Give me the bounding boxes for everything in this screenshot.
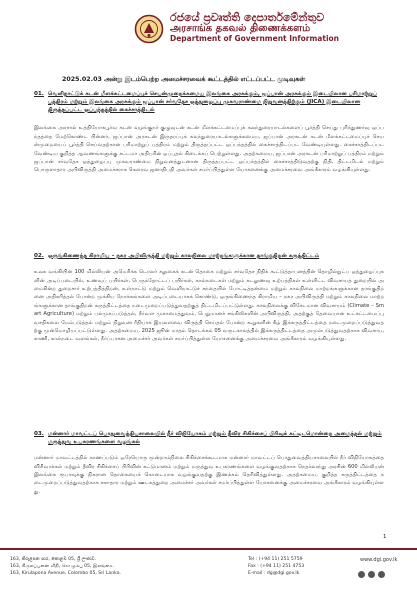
org-name-sinhala: රජයේ ප්‍රවෘත්ති දෙපාර්තමේන්තුව (170, 11, 325, 24)
section-3-heading (34, 430, 384, 446)
address-sinhala: 163, කිරුළපන පාර, කොළඹ 05, ශ්‍රී ලංකාව. (10, 557, 97, 562)
section-2-heading (34, 252, 384, 260)
org-name-english: Department of Government Information (170, 34, 340, 44)
section-2-title: ஒருங்கிணைந்த கிராமிய – நகர அபிவிருத்தி மற்றும் காலநிலை மாற்றங்களுக்கான தாங்குதிறன் கருத்திட்டம் (48, 253, 320, 259)
section-3 (34, 430, 384, 496)
phone-number: Tel : (+94 11) 251 5759 (248, 557, 303, 562)
page-header (0, 0, 417, 64)
facebook-icon[interactable] (358, 571, 365, 578)
youtube-icon[interactable] (378, 571, 385, 578)
organization-name (170, 12, 339, 43)
section-1-heading (34, 90, 384, 114)
section-3-paragraph: மன்னார் மாவட்டத்தில் காணப்படும் ஒரேயொரு மூன்றாம்நிலை சிகிச்சைக்கூடமாக மன்னார் மாவட்டப் பொதுவைத்தியசாலையில் நீர் விநியோகத்தை விரிவாக்கல் மற்றும் தீவிர சிகிச்சைப் பிரிவின் கட்டுமானம் மற்றும் மருத்துவ உபகரணங்களை வழங்குவதற்காக நெதர்லாந்து அரசின் 600 மில்லியன் இலங்கை ரூபாவுக்கு நிகரான தொகையைக் கொடையாக வழங்குவதற்கு இணக்கம் தெரிவித்துள்ளது. அதற்கமைய, குறித்த கருத்திட்டத்தை நடைமுறைப்படுத்துவதற்காக சுகாதார மற்றும் ஊடகத்துறை அமைச்சர் அவர்கள் சமர்ப்பித்துள்ள யோசனைக்கு அமைச்சரவை அங்கீகாரம் வழங்கியுள்ளது. (34, 455, 384, 495)
section-1-paragraph: இலங்கை அரசால் உத்தியோகபூர்வ கடன் வழங்குநர் குழுவுடன் கடன் மீளக்கட்டமைப்புக் கலந்துரையாடல்களைப் பூர்த்தி செய்து புரிந்துணர்வு ஒப்பந்தத்தை மேற்கொண்ட பின்னர், ஜப்பான் அரசுடன் இருதரப்புக் கலந்துரையாடல்களுக்கமைய, ஜப்பான் அரசுடன் கடன் மீளக்கட்டமைப்புச் செயன்முறையைப் பூர்த்தி செய்வதற்கான பரிமாற்றுப் பத்திரம் மற்றும் திருத்தப்பட்ட ஒப்பந்தத்தில் கைச்சாத்திடப்பட வேண்டியுள்ளது. கைச்சாத்திடப்பட வேண்டிய குறித்த ஆவணங்களுக்கு சட்டமா அதிபரின் ஒப்புதல் கிடைக்கப் பெற்றுள்ளது. அதற்கமைய, ஜப்பான் அரசுடன் பரிமாற்றுப் பத்திரம் மற்றும் ஜப்பான் சர்வதேச ஒத்துழைப்பு முகவராண்மை நிறுவனத்துடனான திருத்தப்பட்ட ஒப்பந்தத்தில் கைச்சாத்திடுவதற்கு நிதி, திட்டமிடல் மற்றும் பொருளாதார அபிவிருத்தி அமைச்சராக கௌரவ ஜனாதிபதி அவர்கள் சமர்ப்பித்துள்ள யோசனைக்கு அமைச்சரவை அங்கீகாரம் வழங்கியுள்ளது. (34, 125, 384, 174)
twitter-icon[interactable] (368, 571, 375, 578)
email-address[interactable]: E-mail : dg@dgi.gov.lk (248, 571, 300, 577)
footer-address (10, 556, 121, 577)
document-title: 2025.02.03 அன்று இடம்பெற்ற அமைச்சரவைக் கூட்டத்தில் எட்டப்பட்ட முடிவுகள் (62, 76, 305, 83)
org-name-tamil: அரசாங்க தகவல் திணைக்களம் (170, 22, 311, 34)
section-2-number: 02. (34, 253, 44, 259)
section-1-title: வெளிநாட்டுக் கடன் மீளக்கட்டமைப்புச் செயன்முறைக்கமைய இலங்கை அரசுக்கும், ஜப்பான் அரசுக்கும் இடையிலான பரிமாற்றுப் பத்திரம் மற்றும் இலங்கை அரசுக்கும் ஜப்பான் சர்வதேச ஒத்துழைப்பு முகவராண்மை நிறுவனத்திற்கும் (JICA) இடையிலான திருத்தப்பட்ட ஒப்பந்தத்தில் கைச்சாத்திடல் (48, 91, 378, 114)
section-2 (34, 252, 384, 344)
section-2-paragraph: உலக வங்கியின் 100 மில்லியன் அமெரிக்க டொலர் சலுகைக் கடன் தொகை மற்றும் சர்வதேச நிதிக் கூட்டுத்தாபனத்தின் தொழில்நுட்ப ஒத்துழைப்புகளின் அடிப்படையில், உணவுப் பயிர்கள், பெருந்தோட்டப் பயிர்கள், கால்நடைகள் மற்றும் கடலுணவு உற்பத்திகள் உள்ளிட்ட விவசாயத் துறையில் அமைகின்ற துறைசார் உற்பத்தித்திறன், உள்நாட்டு மற்றும் வெளிநாட்டுச் சந்தையில் போட்டித்தன்மை மற்றும் காலநிலை மாற்றங்களுக்கான தாங்குதிறனை அதிகரித்தல் போன்ற முக்கிய நோக்கங்களை அடிப்படையாகக் கொண்டு, ஒருங்கிணைந்த கிராமிய – நகர அபிவிருத்தி மற்றும் காலநிலை மாற்றங்களுக்கான தாங்குதிறன் கருத்திட்டத்தை நடைமுறைப்படுத்துவதற்குத் திட்டமிடப்பட்டுள்ளது. காலநிலைக்கு விசேடமான விவசாயம் (Climate – Smart Agriculture) மற்றும் பல்முகப்படுத்தல், நீர்வள முகாமைத்துவம், பெறுமானச் சங்கிலிகளின் அபிவிருத்தி, அதற்குத் தேவையான உட்கட்டமைப்பு வசதிகளை மேம்படுத்தல் மற்றும் நிறுவன ரீதியாக இயலளவை விருத்தி செய்தல் போன்ற கூறுகளின் கீழ் இக்கருத்திட்டத்தை நடைமுறைப்படுத்துவதற்கு முன்மொழியப்பட்டுள்ளது. அதற்கமைய, 2025 ஜூன் மாதம் தொடக்கம் 05 வருடகாலத்தில் இக்கருத்திட்டத்தை அமுல்படுத்துவதற்காக விவசாய, காணி, கால்நடை வளங்கள், நீர்ப்பாசன அமைச்சர் அவர்கள் சமர்ப்பித்துள்ள யோசனைக்கு அமைச்சரவை அங்கீகாரம் வழங்கியுள்ளது. (34, 269, 384, 343)
social-icons (358, 571, 385, 578)
section-1-number: 01. (34, 91, 44, 97)
address-tamil: 163, கிருலப்பனை வீதி, கொழும்பு 05, இலங்கை. (10, 564, 114, 570)
section-3-number: 03. (34, 431, 44, 437)
fax-number: Fax : (+94 11) 251 4753 (248, 564, 305, 570)
national-emblem-icon (134, 14, 164, 44)
section-1 (34, 90, 384, 175)
section-3-title: மன்னார் மாவட்டப் பொதுவைத்தியசாலையில் நீர் விநியோகம் மற்றும் தீவிர சிகிச்சைப் பிரிவுக் கட்டிடமொன்றை அமைத்தல் மற்றும் மருத்துவ உபகரணங்களை வழங்கல் (48, 431, 382, 446)
website-link[interactable]: www.dgi.gov.lk (360, 557, 398, 563)
address-english: 163, Kirulapona Avenue, Colombo 05, Sri Lanka. (10, 571, 121, 577)
footer-contact (248, 556, 304, 577)
page-number: 1 (383, 534, 387, 540)
page-footer (0, 548, 417, 592)
